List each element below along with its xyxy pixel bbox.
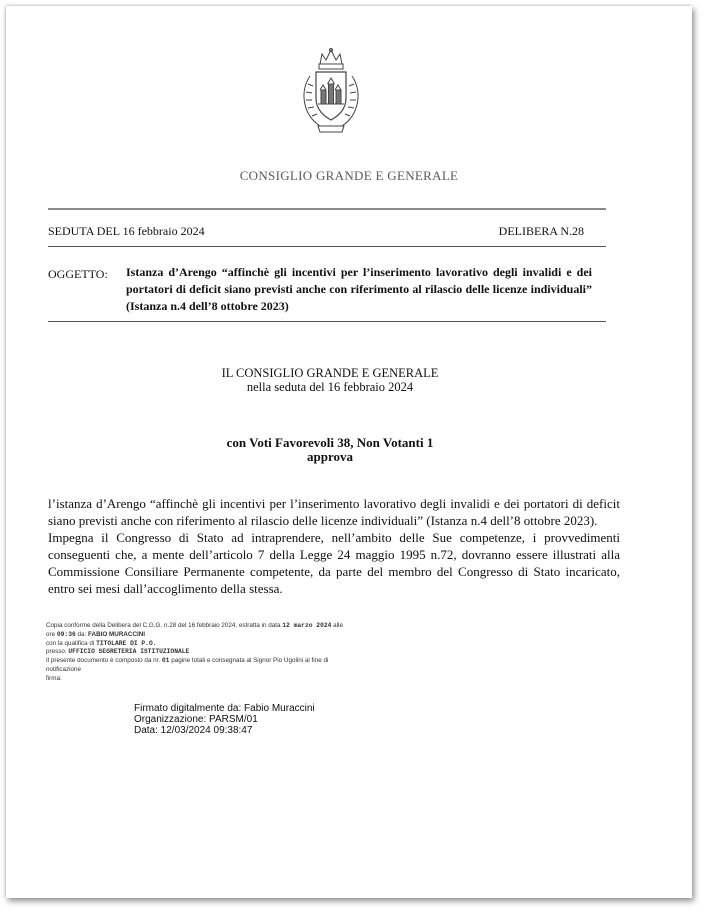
issuer-name: FABIO MURACCINI — [88, 630, 146, 638]
copy-note-line-1: Copia conforme della Delibera del C.G.G. n.28 del 16 febbraio 2024, estratta in data 12 marzo 2024 alle — [46, 622, 343, 629]
assembly-heading — [6, 366, 654, 394]
copy-note-line-4: presso: UFFICIO SEGRETERIA ISTITUZIONALE — [46, 648, 190, 656]
signature-date: Data: 12/03/2024 09:38:47 — [134, 725, 253, 736]
issuer-office: UFFICIO SEGRETERIA ISTITUZIONALE — [68, 648, 190, 656]
copy-note-line-6: notificazione — [46, 665, 82, 673]
assembly-name: IL CONSIGLIO GRANDE E GENERALE — [221, 366, 439, 380]
deliberation-number: DELIBERA N.28 — [498, 224, 584, 238]
coat-of-arms-emblem — [296, 46, 366, 136]
session-date: SEDUTA DEL 16 febbraio 2024 — [48, 224, 205, 238]
meta-divider — [48, 246, 606, 247]
body-paragraph-1: l’istanza d’Arengo “affinchè gli incentivi per l’inserimento lavorativo degli invalidi e dei portatori di deficit siano previsti anche con riferimento al rilascio delle licenze individuali” (Istanza n.4 dell’8 ottobre 2023). — [48, 496, 620, 528]
signature-organization: Organizzazione: PARSM/01 — [134, 714, 258, 725]
subject-text: Istanza d’Arengo “affinchè gli incentivi per l’inserimento lavorativo degli invalidi e dei portatori di deficit siano previsti anche con riferimento al rilascio delle licenze individuali” (Istanza n.4 dell’8 ottobre 2023) — [126, 265, 592, 313]
subject-divider — [48, 321, 606, 322]
body-paragraph-2: Impegna il Congresso di Stato ad intraprendere, nell’ambito delle Sue competenze, i provvedimenti conseguenti che, a mente dell’articolo 7 della Legge 24 maggio 1995 n.72, dovranno essere illustrati alla Commissione Consiliare Permanente competente, da parte del membro del Congresso di Stato incaricato, entro sei mesi dall’accoglimento della stessa. — [48, 530, 620, 596]
extraction-time: 09:36 — [56, 630, 76, 638]
copy-note-line-5: Il presente documento è composto da nr. 01 pagine totali e consegnata al Signor Pio Ugolini al fine di — [46, 657, 329, 665]
page-count: 01 — [161, 657, 170, 665]
digital-signature — [134, 703, 315, 736]
vote-count: con Voti Favorevoli 38, Non Votanti 1 — [226, 435, 434, 450]
issuer-role: TITOLARE DI P.O. — [96, 639, 157, 647]
vote-result — [6, 436, 654, 464]
signature-signer: Firmato digitalmente da: Fabio Muraccini — [134, 703, 315, 714]
document-page — [6, 6, 692, 898]
vote-outcome: approva — [307, 449, 353, 464]
assembly-session: nella seduta del 16 febbraio 2024 — [246, 380, 414, 394]
subject-label: OGGETTO: — [48, 267, 108, 281]
council-title: CONSIGLIO GRANDE E GENERALE — [239, 168, 459, 183]
certified-copy-note — [46, 622, 436, 684]
copy-note-line-3: con la qualifica di TITOLARE DI P.O. — [46, 639, 157, 647]
copy-note-line-2: ore 09:36 da: FABIO MURACCINI — [46, 630, 146, 638]
extraction-date: 12 marzo 2024 — [282, 622, 332, 629]
header-divider — [48, 208, 606, 210]
deliberation-body — [48, 495, 620, 597]
copy-note-line-7: firma: — [46, 674, 62, 682]
